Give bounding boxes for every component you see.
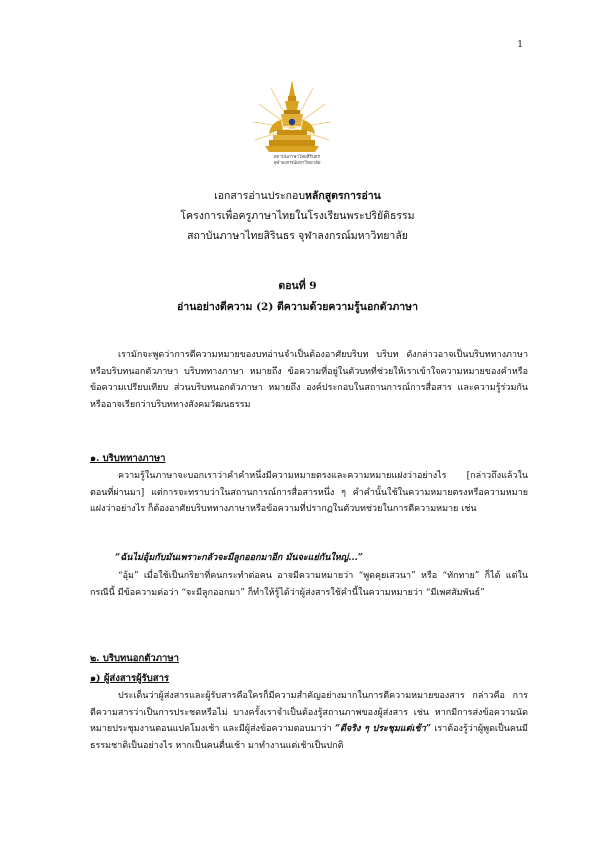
section1-explanation: “อุ้ม” เมื่อใช้เป็นกริยาที่คนกระทำต่อคน อาจมีความหมายว่า “พูดคุยเสวนา” หรือ “ทักทาย” ก็ได้ แต่ในกรณีนี้ มีข้อความต่อว่า “จะมีลูกออกมา” ก็ทำให้รู้ได้ว่าผู้ส่งสารใช้คำนี้ในความหมายว่า “มีเพศสัมพันธ์” [90,571,528,598]
logo-caption-line2: จุฬาลงกรณ์มหาวิทยาลัย [273,161,321,166]
header-line3: สถาบันภาษาไทยสิรินธร จุฬาลงกรณ์มหาวิทยาลัย [187,230,408,242]
section2-subheading: ๑) ผู้ส่งสารผู้รับสาร [90,673,170,684]
section1-body: ความรู้ในภาษาจะบอกเราว่าคำคำหนึ่งมีความหมายตรงและความหมายแฝงว่าอย่างไร [กล่าวถึงแล้วในตอนที่ผ่านมา] แต่การจะทราบว่าในสถานการณ์การสื่อสารหนึ่ง ๆ คำคำนั้นใช้ในความหมายตรงหรือความหมายแฝงว่าอย่างไร ก็ต้องอาศัยบริบททางภาษาหรือข้อความที่ปรากฏในตัวบทช่วยในการตีความหมาย เช่น [90,471,528,515]
section2-body-start: ประเด็นว่าผู้ส่งสารและผู้รับสารคือใครก็มีความสำคัญอย่างมากในการตีความหมายของสาร กล่าวคือ การตีความสารว่าเป็นการประชดหรือไม่ บางครั้งเราจำเป็นต้องรู้สถานภาพของผู้ส่งสาร เช่น หากมีการส่งข้อความนัดหมายประชุมงานตอนแปดโมงเช้า และมีผู้ส่งข้อความตอบมาว่า [90,691,528,735]
chulalongkorn-emblem-icon [251,78,333,186]
header-line2: โครงการเพื่อครูภาษาไทยในโรงเรียนพระปริยัติธรรม [180,210,415,222]
intro-paragraph: เรามักจะพูดว่าการตีความหมายของบทอ่านจำเป็นต้องอาศัยบริบท บริบท ดังกล่าวอาจเป็นบริบททางภาษาหรือบริบทนอกตัวภาษา บริบททางภาษา หมายถึง ข้อความที่อยู่ในตัวบทที่ช่วยให้เราเข้าใจความหมายของคำหรือข้อความเปรียบเทียบ ส่วนบริบทนอกตัวภาษา หมายถึง องค์ประกอบในสถานการณ์การสื่อสาร และความรู้ร่วมกัน หรืออาจเรียกว่าบริบททางสังคมวัฒนธรรม [90,350,528,410]
section2-heading: ๒. บริบทนอกตัวภาษา [90,653,179,664]
header-line1-bold: หลักสูตรการอ่าน [305,190,381,202]
logo-caption-line1: สถาบันภาษาไทยสิรินธร [273,155,321,160]
section2-body-bold: “ดีจริง ๆ ประชุมแต่เช้า” [334,724,431,735]
section1-heading: ๑. บริบททางภาษา [90,453,166,464]
chapter-number: ตอนที่ 9 [278,280,317,292]
section2-body [90,688,528,754]
section2-body-end: เราต้องรู้ว่าผู้พูดเป็นคนมีธรรมชาติเป็นอย่างไร หากเป็นคนตื่นเช้า มาทำงานแต่เช้าเป็นปกติ [90,724,528,751]
header-line1 [0,188,595,205]
page-number: 1 [517,40,523,50]
emblem-graphic [251,78,333,186]
section1-quote: “ฉันไม่อุ้มกับมันเพราะกลัวจะมีลูกออกมาอีก มันจะแย่กันใหญ่...” [115,553,363,563]
header-line1-prefix: เอกสารอ่านประกอบ [214,190,305,202]
chapter-title: อ่านอย่างตีความ (2) ตีความด้วยความรู้นอกตัวภาษา [177,301,418,313]
